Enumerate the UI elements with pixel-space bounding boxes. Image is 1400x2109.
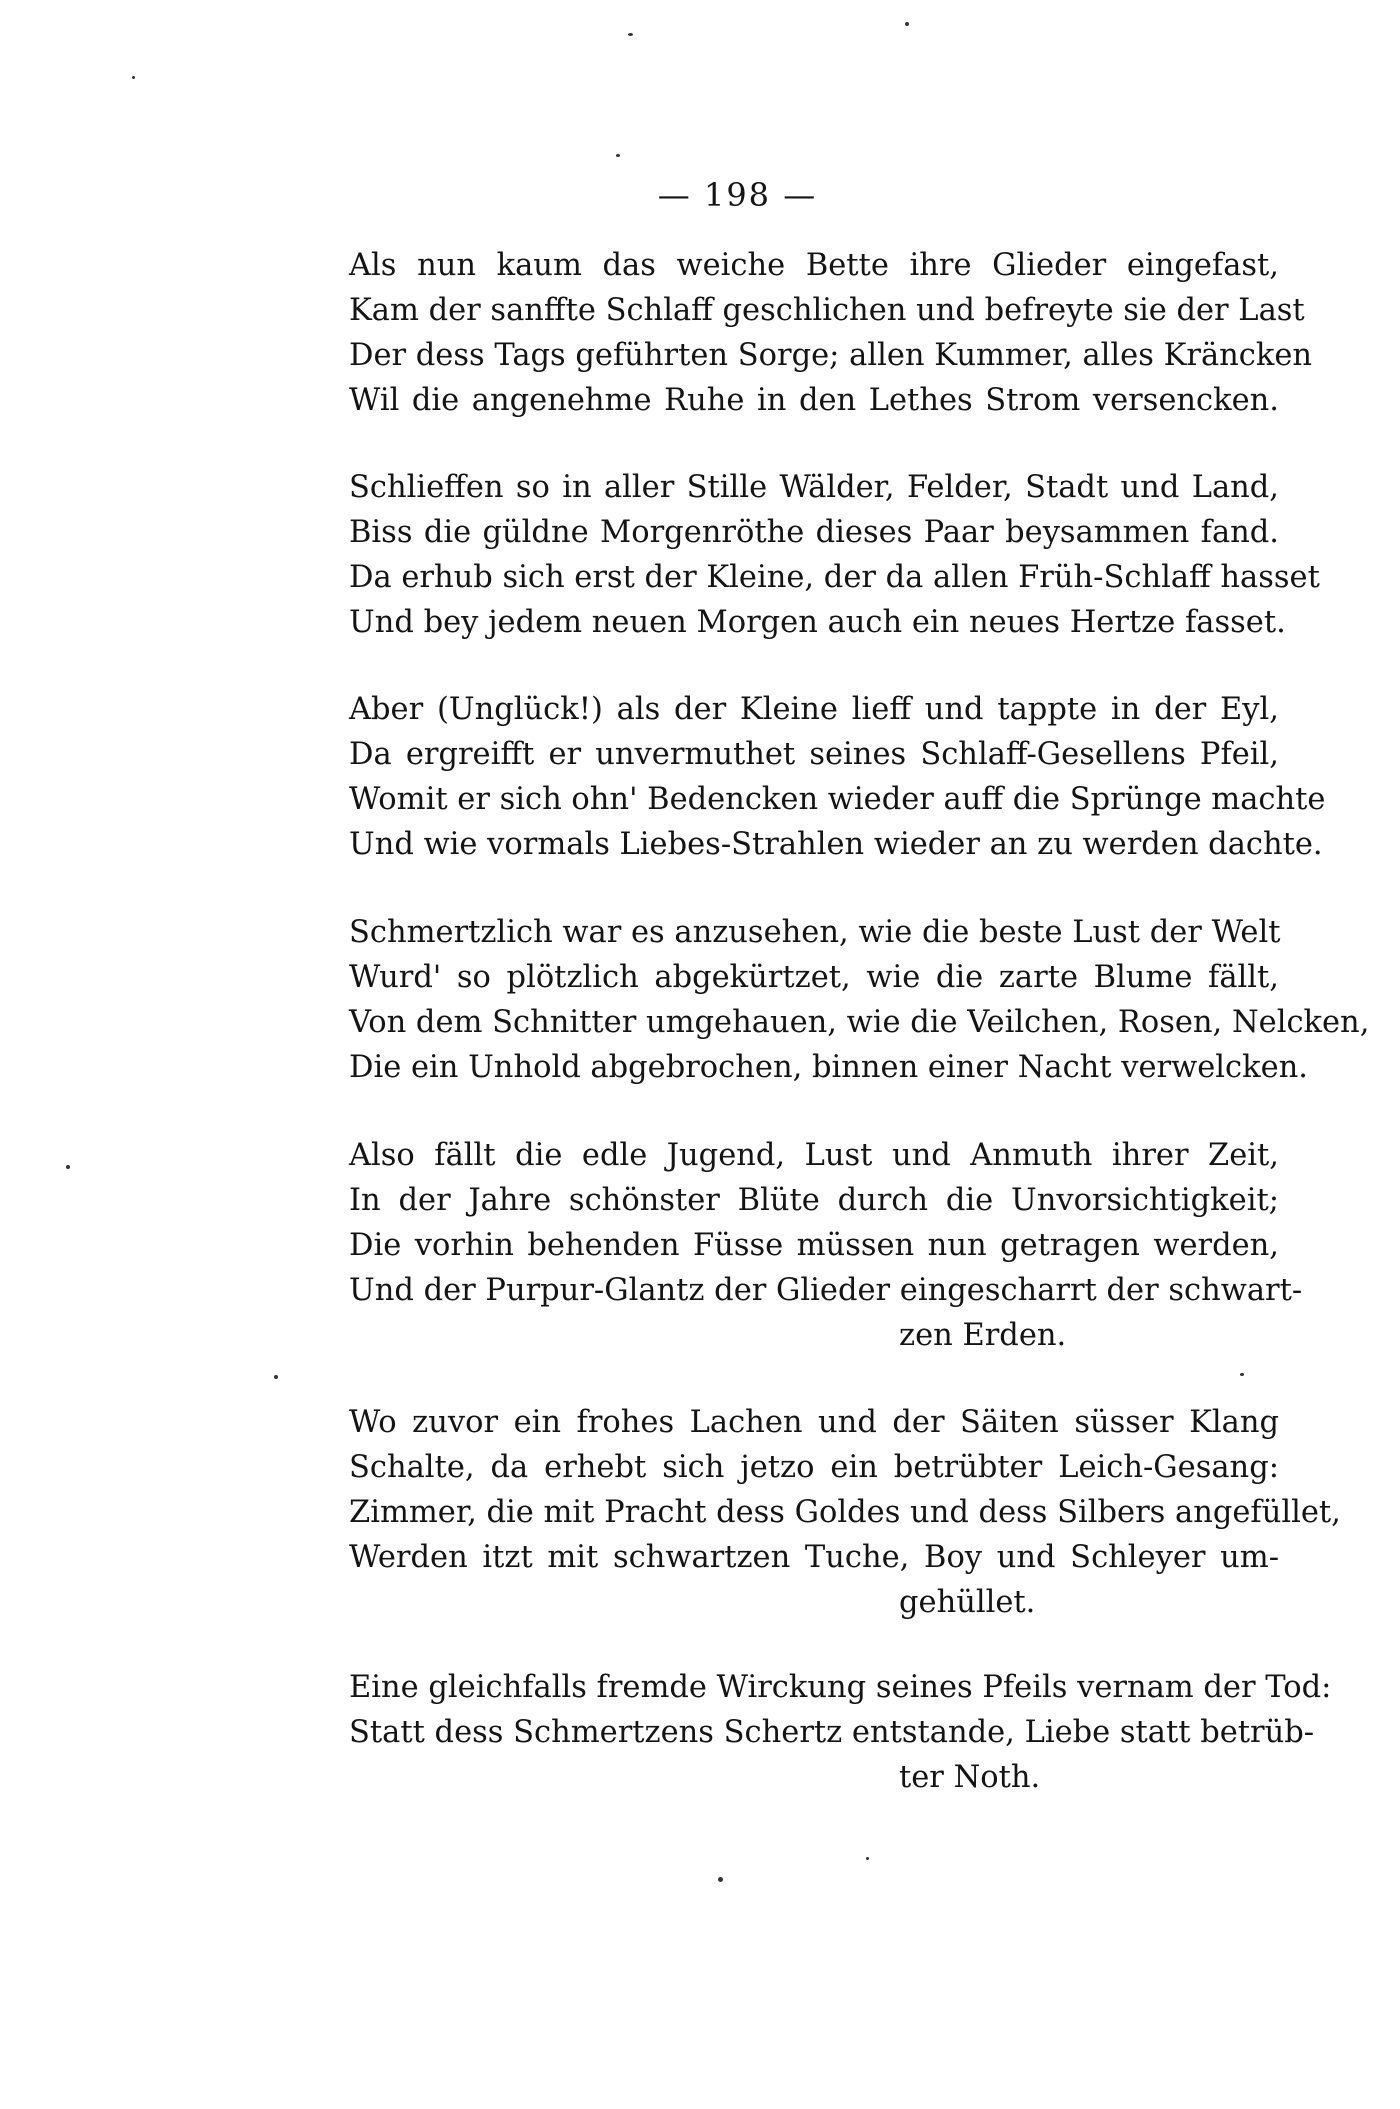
stanza-1 xyxy=(349,243,1313,423)
verse-line: Schalte, da erhebt sich jetzo ein betrübter Leich-Gesang: xyxy=(349,1450,1279,1485)
stanza-5 xyxy=(349,1133,1303,1358)
verse-line: Statt dess Schmertzens Schertz entstande, Liebe statt betrüb- xyxy=(349,1715,1315,1750)
stanza-4 xyxy=(349,910,1370,1090)
verse-line: Eine gleichfalls fremde Wirckung seines Pfeils vernam der Tod: xyxy=(349,1670,1332,1705)
verse-line: Zimmer, die mit Pracht dess Goldes und dess Silbers angefüllet, xyxy=(349,1495,1341,1530)
verse-continuation: ter Noth. xyxy=(899,1760,1041,1795)
scan-speck xyxy=(718,1877,723,1882)
verse-line: Und der Purpur-Glantz der Glieder eingescharrt der schwart- xyxy=(349,1273,1303,1308)
scan-speck xyxy=(628,33,633,36)
page-number: — 198 — xyxy=(657,176,818,214)
scan-speck xyxy=(132,76,135,79)
scan-speck xyxy=(1240,1373,1244,1376)
verse-line: Die ein Unhold abgebrochen, binnen einer Nacht verwelcken. xyxy=(349,1050,1308,1085)
verse-line: Wo zuvor ein frohes Lachen und der Säiten süsser Klang xyxy=(349,1405,1279,1440)
verse-line: Wil die angenehme Ruhe in den Lethes Strom versencken. xyxy=(349,383,1279,418)
verse-line: Da ergreifft er unvermuthet seines Schlaff-Gesellens Pfeil, xyxy=(349,737,1279,772)
stanza-2 xyxy=(349,465,1320,645)
verse-line: Und bey jedem neuen Morgen auch ein neues Hertze fasset. xyxy=(349,605,1286,640)
scan-speck xyxy=(866,1857,869,1860)
verse-line: Als nun kaum das weiche Bette ihre Glieder eingefast, xyxy=(349,248,1279,283)
scan-speck xyxy=(616,154,620,157)
verse-line: In der Jahre schönster Blüte durch die Unvorsichtigkeit; xyxy=(349,1183,1279,1218)
scan-speck xyxy=(905,22,909,26)
verse-line: Womit er sich ohn' Bedencken wieder auff die Sprünge machte xyxy=(349,782,1326,817)
verse-line: Wurd' so plötzlich abgekürtzet, wie die zarte Blume fällt, xyxy=(349,960,1279,995)
verse-line: Kam der sanffte Schlaff geschlichen und befreyte sie der Last xyxy=(349,293,1305,328)
scan-speck xyxy=(274,1375,278,1379)
verse-line: Biss die güldne Morgenröthe dieses Paar beysammen fand. xyxy=(349,515,1279,550)
verse-line: Da erhub sich erst der Kleine, der da allen Früh-Schlaff hasset xyxy=(349,560,1320,595)
verse-continuation: gehüllet. xyxy=(899,1585,1036,1620)
verse-line: Von dem Schnitter umgehauen, wie die Veilchen, Rosen, Nelcken, xyxy=(349,1005,1370,1040)
verse-continuation: zen Erden. xyxy=(899,1318,1067,1353)
stanza-6 xyxy=(349,1400,1341,1625)
verse-line: Aber (Unglück!) als der Kleine lieff und tappte in der Eyl, xyxy=(349,692,1279,727)
verse-line: Die vorhin behenden Füsse müssen nun getragen werden, xyxy=(349,1228,1279,1263)
verse-line: Schmertzlich war es anzusehen, wie die beste Lust der Welt xyxy=(349,915,1281,950)
verse-line: Schlieffen so in aller Stille Wälder, Felder, Stadt und Land, xyxy=(349,470,1279,505)
verse-line: Werden itzt mit schwartzen Tuche, Boy und Schleyer um- xyxy=(349,1540,1279,1575)
scan-speck xyxy=(66,1165,70,1169)
stanza-7 xyxy=(349,1665,1332,1800)
stanza-3 xyxy=(349,687,1326,867)
verse-line: Und wie vormals Liebes-Strahlen wieder an zu werden dachte. xyxy=(349,827,1323,862)
verse-line: Der dess Tags geführten Sorge; allen Kummer, alles Kräncken xyxy=(349,338,1313,373)
verse-line: Also fällt die edle Jugend, Lust und Anmuth ihrer Zeit, xyxy=(349,1138,1279,1173)
